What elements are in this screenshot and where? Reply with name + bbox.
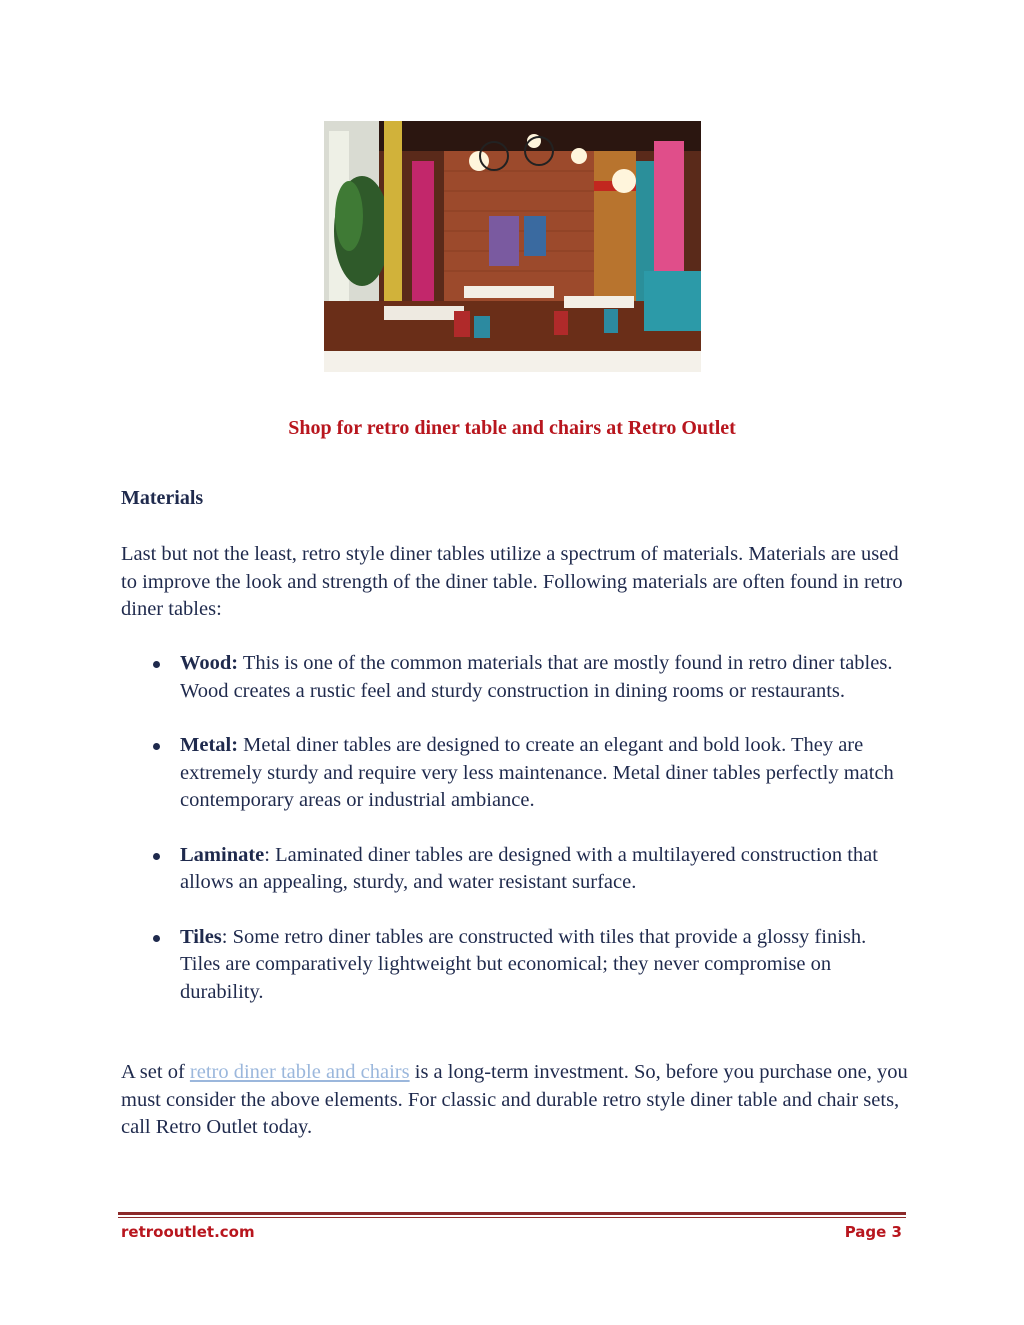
list-item — [121, 732, 911, 815]
footer-site: retrooutlet.com — [121, 1223, 255, 1241]
page-number: Page 3 — [844, 1223, 902, 1241]
footer-divider — [118, 1212, 906, 1215]
photo-caption: Shop for retro diner table and chairs at Retro Outlet — [288, 417, 736, 439]
retro-diner-link[interactable]: retro diner table and chairs — [189, 1061, 410, 1083]
list-item — [121, 924, 911, 1007]
section-heading: Materials — [121, 487, 204, 509]
footer-divider-thin — [118, 1217, 906, 1218]
list-item-text: : Laminated diner tables are designed with a multilayered construction that allows an appealing, sturdy, and water resistant surface. — [180, 843, 878, 893]
list-item — [121, 842, 911, 897]
bullet-icon — [153, 935, 160, 942]
closing-text-before: A set of — [121, 1061, 190, 1083]
list-item-term: Wood: — [180, 652, 239, 674]
bullet-icon — [153, 853, 160, 860]
list-item — [121, 650, 911, 705]
list-item-term: Laminate — [180, 843, 265, 866]
closing-text-after: is a long-term investment. So, before you purchase one, you must consider the above elements. For classic and durable retro style diner table and chair sets, call Retro Outlet today. — [121, 1061, 908, 1138]
diner-photo — [324, 121, 701, 372]
list-item-term: Tiles — [180, 925, 222, 948]
closing-paragraph — [121, 1059, 911, 1142]
list-item-text: : Some retro diner tables are constructed with tiles that provide a glossy finish. Tiles are comparatively lightweight but economical; they never compromise on durability. — [180, 925, 867, 1003]
bullet-icon — [153, 743, 160, 750]
intro-paragraph: Last but not the least, retro style diner tables utilize a spectrum of materials. Materials are used to improve the look and strength of the diner table. Following materials are often found in retro diner tables: — [121, 543, 903, 620]
bullet-icon — [153, 661, 160, 668]
list-item-text: This is one of the common materials that are mostly found in retro diner tables. Wood creates a rustic feel and sturdy construction in dining rooms or restaurants. — [180, 652, 893, 702]
list-item-term: Metal: — [180, 734, 239, 756]
materials-list — [121, 650, 911, 1033]
list-item-text: Metal diner tables are designed to create an elegant and bold look. They are extremely sturdy and require very less maintenance. Metal diner tables perfectly match contemporary areas or industrial ambiance. — [180, 734, 894, 811]
